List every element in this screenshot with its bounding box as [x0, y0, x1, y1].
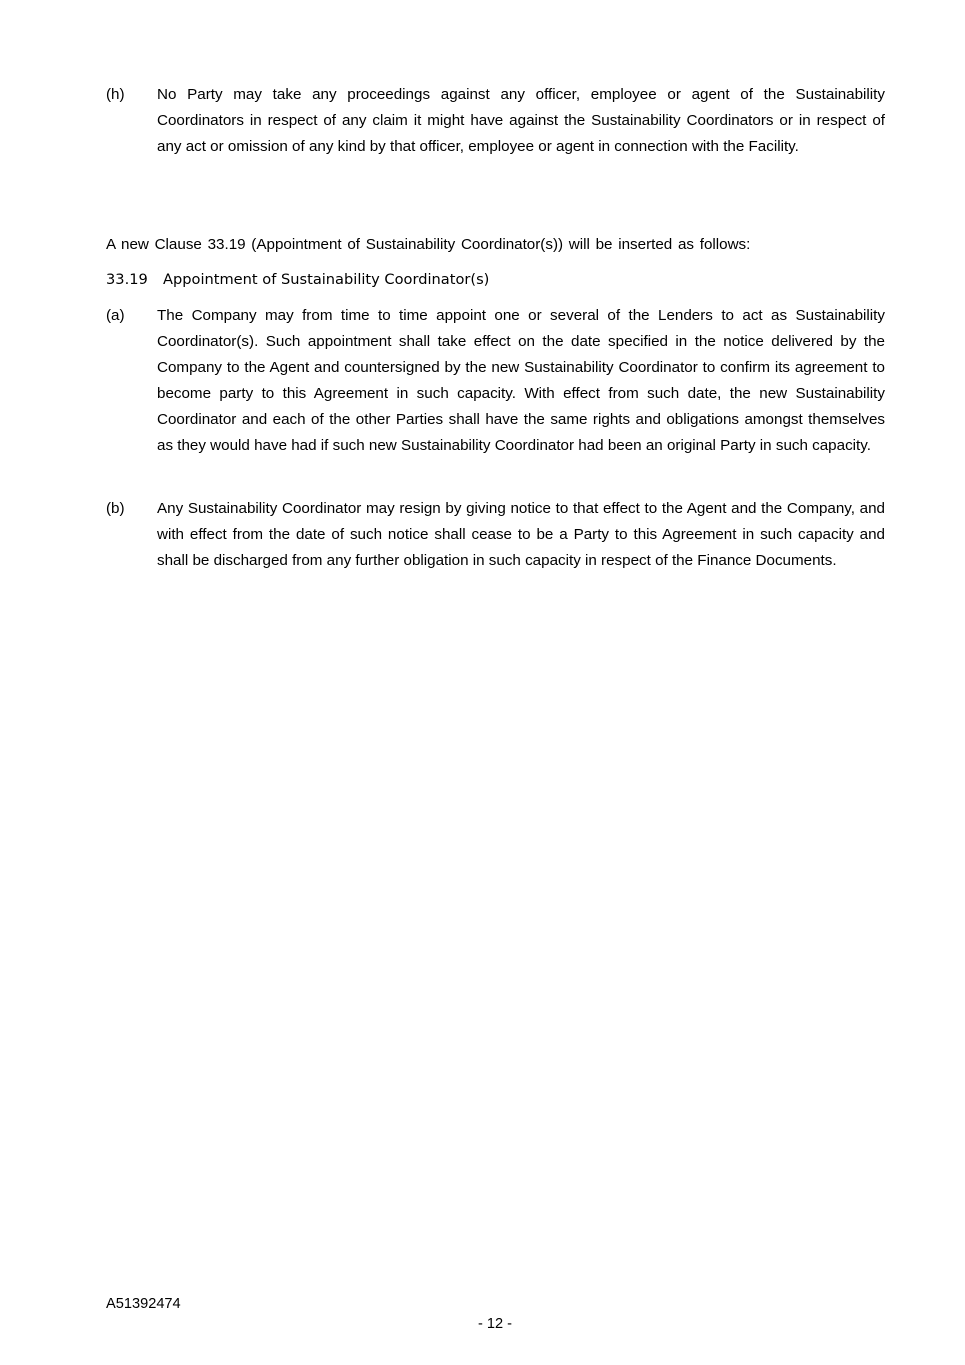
clause-b-label: (b): [106, 500, 125, 517]
clause-h: [106, 82, 885, 160]
document-reference: A51392474: [106, 1296, 181, 1312]
clause-b: [106, 496, 885, 574]
page-number: - 12 -: [477, 1316, 513, 1332]
clause-h-text: No Party may take any proceedings against any officer, employee or agent of the Sustainability Coordinators in respect of any claim it might have against the Sustainability Coordinators or in respect of any act or omission of any kind by that officer, employee or agent in connection with the Facility.: [157, 86, 885, 155]
clause-heading-title: Appointment of Sustainability Coordinator(s): [163, 271, 490, 288]
clause-b-text: Any Sustainability Coordinator may resign by giving notice to that effect to the Agent and the Company, and with effect from the date of such notice shall cease to be a Party to this Agreement in such capacity and shall be discharged from any further obligation in such capacity in respect of the Finance Documents.: [157, 500, 885, 569]
intro-paragraph: A new Clause 33.19 (Appointment of Sustainability Coordinator(s)) will be inserted as follows:: [106, 236, 751, 253]
clause-a: [106, 303, 885, 459]
clause-a-label: (a): [106, 307, 125, 324]
clause-a-text: The Company may from time to time appoint one or several of the Lenders to act as Sustainability Coordinator(s). Such appointment shall take effect on the date specified in the notice delivered by the Company to the Agent and countersigned by the new Sustainability Coordinator to confirm its agreement to become party to this Agreement in such capacity. With effect from such date, the new Sustainability Coordinator and each of the other Parties shall have the same rights and obligations amongst themselves as they would have had if such new Sustainability Coordinator had been an original Party in such capacity.: [157, 307, 885, 454]
clause-heading: [106, 267, 885, 293]
clause-heading-number: 33.19: [106, 271, 148, 288]
clause-h-label: (h): [106, 86, 125, 103]
